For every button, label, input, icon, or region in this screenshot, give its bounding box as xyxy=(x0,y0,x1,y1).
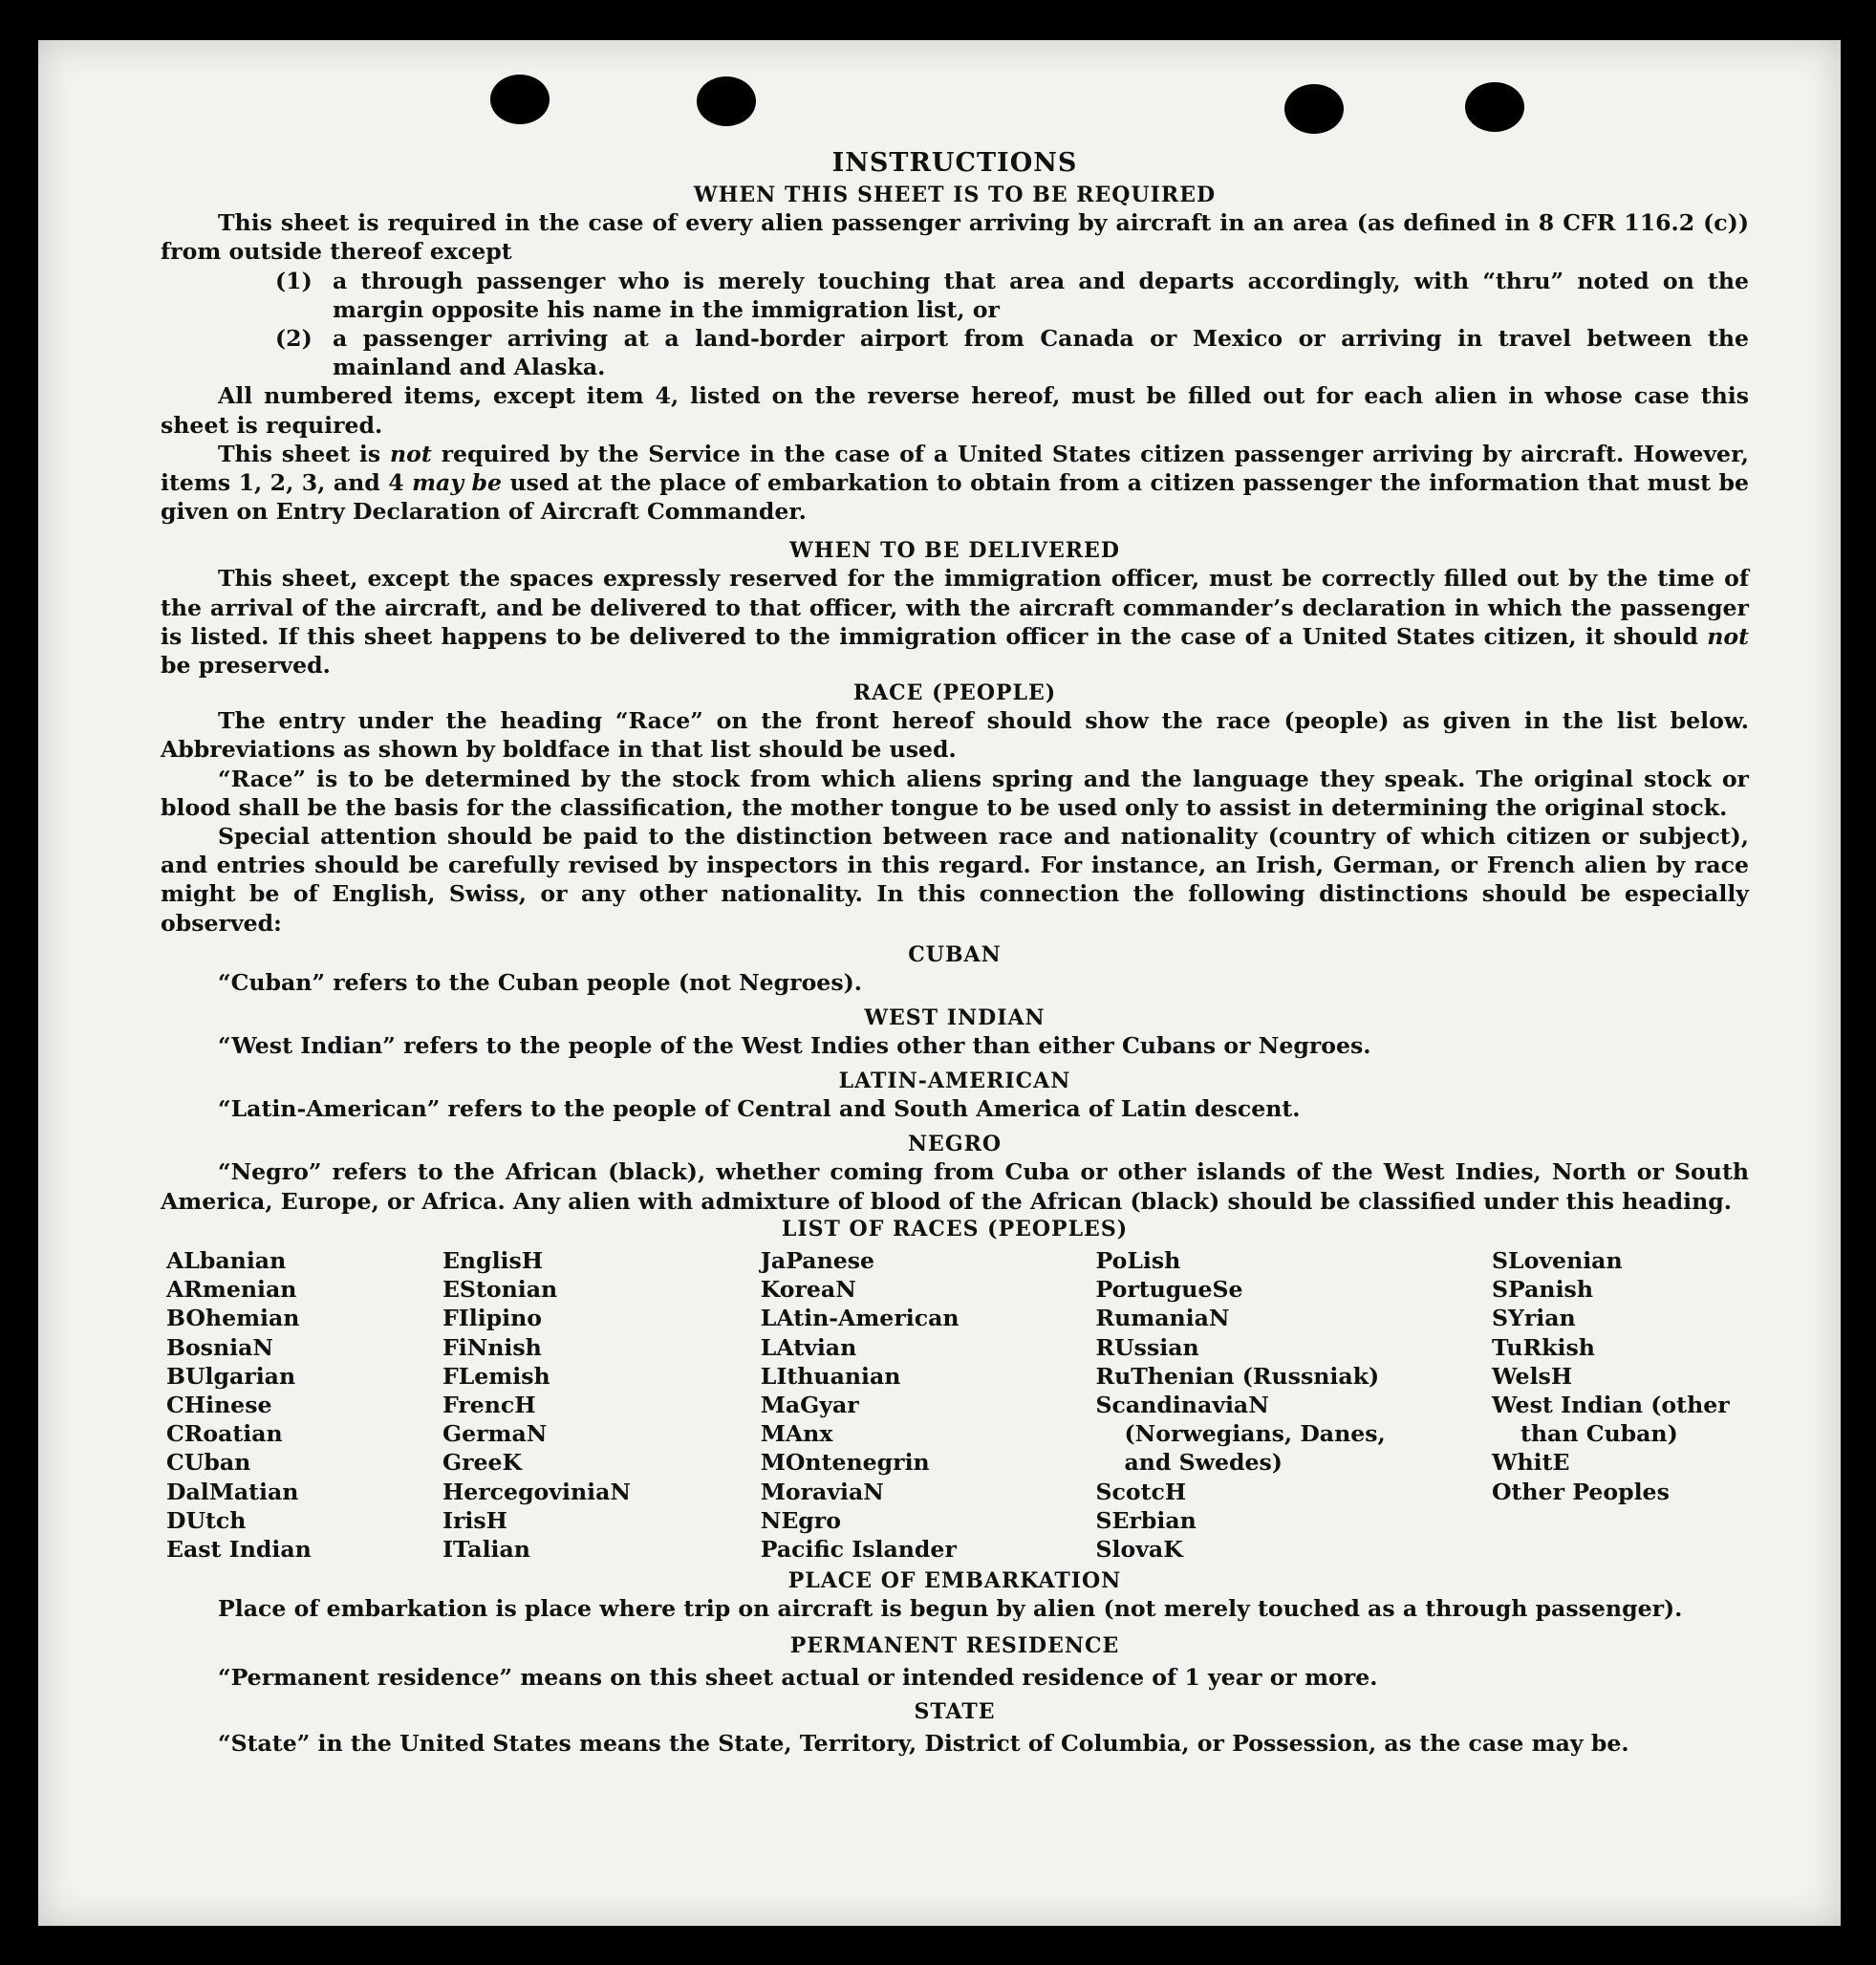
race-entry: BUlgarian xyxy=(166,1362,296,1390)
race-column xyxy=(442,1246,761,1564)
section-heading-cuban: CUBAN xyxy=(908,941,1002,967)
section-heading-west-indian: WEST INDIAN xyxy=(864,1005,1046,1031)
race-entry: TuRkish xyxy=(1491,1333,1595,1361)
race-entry: PortugueSe xyxy=(1095,1276,1243,1304)
race-entry: CUban xyxy=(166,1449,251,1477)
race-entry: SYrian xyxy=(1491,1305,1576,1332)
race-entry: MAnx xyxy=(760,1420,833,1448)
race-entry: PoLish xyxy=(1095,1246,1181,1274)
race-entry: KoreaN xyxy=(760,1276,856,1304)
race-entry: ALbanian xyxy=(166,1246,287,1274)
race-entry: GermaN xyxy=(442,1420,548,1448)
race-entry: FIlipino xyxy=(442,1305,543,1332)
paragraph: “Latin-American” refers to the people of Central and South America of Latin descent. xyxy=(218,1095,1301,1123)
race-column xyxy=(761,1246,1096,1564)
race-entry: FrencH xyxy=(442,1391,536,1418)
race-entry: CRoatian xyxy=(166,1420,283,1448)
race-entry: JaPanese xyxy=(760,1246,875,1274)
document-page xyxy=(38,40,1841,1926)
race-entry: DalMatian xyxy=(166,1478,299,1505)
race-entry: HercegoviniaN xyxy=(442,1478,631,1505)
race-entry: SPanish xyxy=(1491,1276,1593,1304)
list-item xyxy=(275,324,1749,381)
emphasis: not xyxy=(389,440,432,467)
race-entry: BosniaN xyxy=(166,1333,273,1361)
race-entry: Other Peoples xyxy=(1491,1478,1670,1505)
race-list xyxy=(166,1246,1749,1564)
paragraph: This sheet is required in the case of every alien passenger arriving by aircraft in an area (as defined in 8 CFR 116.2 (c)) from outside thereof except xyxy=(161,209,1749,266)
item-number: (2) xyxy=(275,325,313,353)
paragraph: This sheet is not required by the Service in the case of a United States citizen passenger arriving by aircraft. However, items 1, 2, 3, and 4 may be used at the place of embarkation to obtain from a citizen passenger the information that must be given on Entry Declaration of Aircraft Commander. xyxy=(161,440,1750,526)
section-heading-list-of-races: LIST OF RACES (PEOPLES) xyxy=(781,1216,1129,1242)
race-entry: RUssian xyxy=(1095,1333,1199,1361)
item-number: (1) xyxy=(275,267,313,294)
race-entry: RumaniaN xyxy=(1095,1305,1230,1332)
paragraph: “Cuban” refers to the Cuban people (not Negroes). xyxy=(218,968,862,996)
paragraph: All numbered items, except item 4, listed on the reverse hereof, must be filled out for each alien in whose case this sheet is required. xyxy=(161,382,1749,439)
race-entry: EnglisH xyxy=(442,1246,544,1274)
emphasis: not xyxy=(1707,622,1749,650)
race-entry: ScandinaviaN (Norwegians, Danes, and Swedes) xyxy=(1095,1391,1386,1477)
paragraph: “Permanent residence” means on this sheet actual or intended residence of 1 year or more. xyxy=(218,1664,1378,1692)
race-entry: EStonian xyxy=(442,1276,558,1304)
instructions-body xyxy=(161,105,1749,1758)
section-heading-race: RACE (PEOPLE) xyxy=(852,680,1057,706)
race-entry: MaGyar xyxy=(760,1391,859,1418)
race-entry: FiNnish xyxy=(442,1333,542,1361)
paragraph: The entry under the heading “Race” on the front hereof should show the race (people) as given in the list below. Abbreviations as shown by boldface in that list should be used. xyxy=(161,707,1749,764)
race-entry: LAtvian xyxy=(760,1333,857,1361)
section-heading-when-delivered: WHEN TO BE DELIVERED xyxy=(789,538,1120,564)
race-column xyxy=(1095,1246,1492,1564)
race-entry: RuThenian (Russniak) xyxy=(1095,1362,1380,1390)
race-entry: WelsH xyxy=(1491,1362,1573,1390)
paragraph: “Race” is to be determined by the stock from which aliens spring and the language they speak. The original stock or blood shall be the basis for the classification, the mother tongue to be used only to assist in determining the original stock. xyxy=(161,765,1749,821)
race-entry: West Indian (other than Cuban) xyxy=(1491,1391,1730,1448)
list-item xyxy=(275,267,1749,324)
paragraph: “State” in the United States means the State, Territory, District of Columbia, or Possession, as the case may be. xyxy=(218,1729,1629,1757)
section-heading-when-required: WHEN THIS SHEET IS TO BE REQUIRED xyxy=(693,183,1217,208)
race-entry: Pacific Islander xyxy=(760,1535,957,1563)
page-title: INSTRUCTIONS xyxy=(831,148,1078,178)
race-column xyxy=(166,1246,442,1564)
paragraph: This sheet, except the spaces expressly reserved for the immigration officer, must be correctly filled out by the time of the arrival of the aircraft, and be delivered to that officer, with the aircraft commander’s declaration in which the passenger is listed. If this sheet happens to be delivered to the immigration officer in the case of a United States citizen, it should not be preserved. xyxy=(161,565,1749,680)
race-entry: LIthuanian xyxy=(760,1362,901,1390)
race-entry: DUtch xyxy=(166,1506,247,1534)
section-heading-state: STATE xyxy=(914,1698,996,1724)
section-heading-latin-american: LATIN-AMERICAN xyxy=(838,1069,1071,1094)
race-entry: LAtin-American xyxy=(760,1305,960,1332)
race-entry: BOhemian xyxy=(166,1305,300,1332)
race-entry: ARmenian xyxy=(166,1276,297,1304)
race-entry: SLovenian xyxy=(1491,1246,1623,1274)
race-entry: NEgro xyxy=(760,1506,841,1534)
emphasis: may be xyxy=(412,469,503,497)
race-entry: MOntenegrin xyxy=(760,1449,930,1477)
race-entry: SlovaK xyxy=(1095,1535,1183,1563)
paragraph: “Negro” refers to the African (black), whether coming from Cuba or other islands of the West Indies, North or South America, Europe, or Africa. Any alien with admixture of blood of the African (black) should be classified under this heading. xyxy=(161,1158,1749,1215)
race-entry: FLemish xyxy=(442,1362,550,1390)
paragraph: Special attention should be paid to the distinction between race and nationality (country of which citizen or subject), and entries should be carefully revised by inspectors in this regard. For instance, an Irish, German, or French alien by race might be of English, Swiss, or any other nationality. In this connection the following distinctions should be especially observed: xyxy=(161,823,1749,937)
section-heading-permanent-residence: PERMANENT RESIDENCE xyxy=(789,1633,1120,1659)
race-entry: ITalian xyxy=(442,1535,530,1563)
race-entry: WhitE xyxy=(1491,1449,1570,1477)
race-entry: MoraviaN xyxy=(760,1478,884,1505)
race-entry: GreeK xyxy=(442,1449,523,1477)
race-column xyxy=(1492,1246,1749,1564)
section-heading-negro: NEGRO xyxy=(907,1132,1003,1157)
race-entry: East Indian xyxy=(166,1535,312,1563)
race-entry: CHinese xyxy=(166,1391,272,1418)
paragraph: Place of embarkation is place where trip on aircraft is begun by alien (not merely touched as a through passenger). xyxy=(218,1595,1683,1623)
item-text: a through passenger who is merely touching that area and departs accordingly, with “thru” noted on the margin opposite his name in the immigration list, or xyxy=(333,267,1749,323)
item-text: a passenger arriving at a land-border airport from Canada or Mexico or arriving in travel between the mainland and Alaska. xyxy=(333,325,1749,381)
race-entry: SErbian xyxy=(1095,1506,1197,1534)
race-entry: ScotcH xyxy=(1095,1478,1187,1505)
paragraph: “West Indian” refers to the people of the West Indies other than either Cubans or Negroes. xyxy=(218,1032,1371,1060)
section-heading-place-of-embarkation: PLACE OF EMBARKATION xyxy=(787,1568,1122,1594)
race-entry: IrisH xyxy=(442,1506,507,1534)
